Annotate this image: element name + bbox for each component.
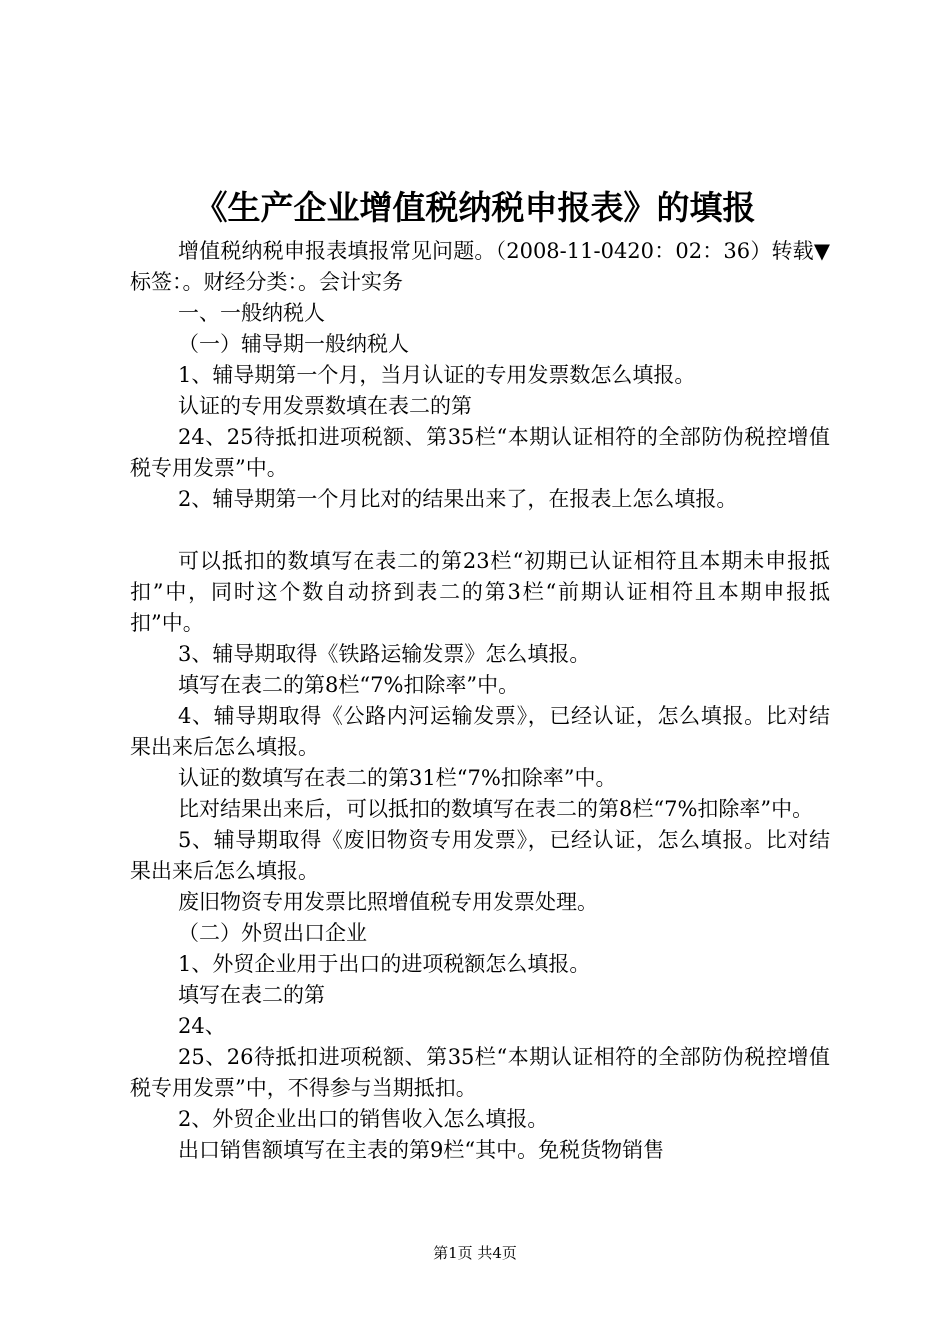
document-body: [130, 236, 830, 1166]
paragraph: 认证的专用发票数填在表二的第: [178, 394, 472, 418]
paragraph: 增值税纳税申报表填报常见问题。（2008-11-0420：02：36）转载▼标签：。财经分类：。会计实务: [130, 239, 830, 294]
page-footer: 第1页 共4页: [433, 1244, 517, 1262]
paragraph: 比对结果出来后，可以抵扣的数填写在表二的第8栏“7%扣除率”中。: [178, 797, 814, 821]
paragraph: 24、25待抵扣进项税额、第35栏“本期认证相符的全部防伪税控增值税专用发票”中。: [130, 425, 830, 480]
paragraph: 可以抵扣的数填写在表二的第23栏“初期已认证相符且本期未申报抵扣”中，同时这个数自动挤到表二的第3栏“前期认证相符且本期申报抵扣”中。: [130, 549, 830, 635]
paragraph: 填写在表二的第: [178, 983, 325, 1007]
section-heading: 一、一般纳税人: [178, 301, 325, 325]
paragraph: 出口销售额填写在主表的第9栏“其中。免税货物销售: [178, 1138, 665, 1162]
question: 3、辅导期取得《铁路运输发票》怎么填报。: [178, 642, 591, 666]
question: 5、辅导期取得《废旧物资专用发票》，已经认证，怎么填报。比对结果出来后怎么填报。: [130, 828, 830, 883]
question: 2、外贸企业出口的销售收入怎么填报。: [178, 1107, 549, 1131]
paragraph: 填写在表二的第8栏“7%扣除率”中。: [178, 673, 520, 697]
document-title: 《生产企业增值税纳税申报表》的填报: [194, 188, 756, 227]
question: 1、外贸企业用于出口的进项税额怎么填报。: [178, 952, 591, 976]
subsection-heading: （二）外贸出口企业: [178, 921, 367, 945]
question: 1、辅导期第一个月，当月认证的专用发票数怎么填报。: [178, 363, 696, 387]
blank-line: [130, 515, 830, 546]
question: 4、辅导期取得《公路内河运输发票》，已经认证，怎么填报。比对结果出来后怎么填报。: [130, 704, 830, 759]
paragraph: 认证的数填写在表二的第31栏“7%扣除率”中。: [178, 766, 617, 790]
question: 2、辅导期第一个月比对的结果出来了，在报表上怎么填报。: [178, 487, 738, 511]
paragraph: 废旧物资专用发票比照增值税专用发票处理。: [178, 890, 598, 914]
subsection-heading: （一）辅导期一般纳税人: [178, 332, 409, 356]
paragraph: 24、: [178, 1014, 226, 1038]
paragraph: 25、26待抵扣进项税额、第35栏“本期认证相符的全部防伪税控增值税专用发票”中，不得参与当期抵扣。: [130, 1045, 830, 1100]
